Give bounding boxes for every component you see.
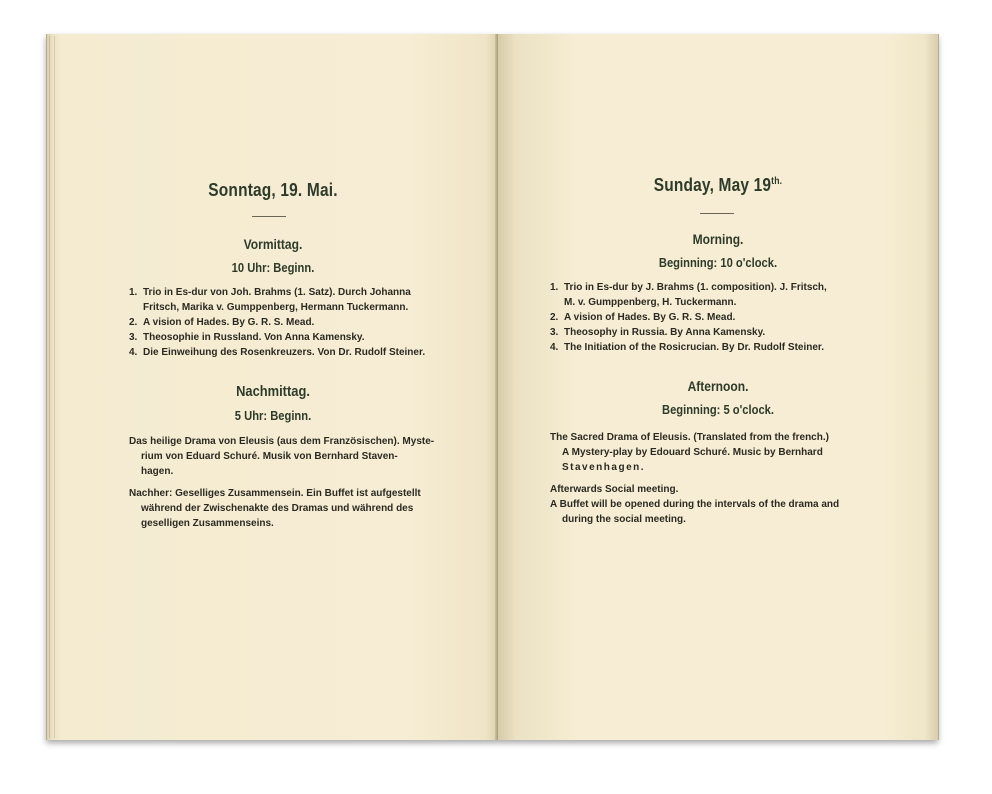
right-page bbox=[498, 34, 939, 740]
list-item: 4. The Initiation of the Rosicrucian. By Dr. Rudolf Steiner. bbox=[550, 342, 825, 353]
section-time-afternoon: 5 Uhr: Beginn. bbox=[234, 408, 312, 423]
left-page bbox=[46, 34, 499, 740]
section-heading-afternoon: Nachmittag. bbox=[236, 383, 310, 400]
divider-rule bbox=[252, 216, 286, 217]
section-time-morning: Beginning: 10 o'clock. bbox=[658, 255, 778, 270]
page-edges bbox=[49, 36, 55, 738]
program-list-morning bbox=[550, 280, 890, 355]
list-item: 1. Trio in Es-dur von Joh. Brahms (1. Satz). Durch Johanna Fritsch, Marika v. Gumppenberg, Hermann Tuckermann. bbox=[129, 287, 411, 313]
list-item: 3. Theosophie in Russland. Von Anna Kamensky. bbox=[129, 332, 365, 343]
list-item: 2. A vision of Hades. By G. R. S. Mead. bbox=[129, 317, 315, 328]
section-heading-afternoon: Afternoon. bbox=[687, 378, 749, 394]
drama-paragraph: The Sacred Drama of Eleusis. (Translated from the french.) A Mystery-play by Edouard Schuré. Music by Bernhard Stavenhagen. bbox=[550, 432, 829, 473]
drama-paragraph: Das heilige Drama von Eleusis (aus dem Französischen). Myste- rium von Eduard Schuré. Musik von Bernhard Staven- hagen. bbox=[129, 436, 435, 477]
open-booklet bbox=[46, 34, 938, 740]
list-item: 2. A vision of Hades. By G. R. S. Mead. bbox=[550, 312, 736, 323]
section-time-morning: 10 Uhr: Beginn. bbox=[231, 260, 315, 275]
page-title: Sunday, May $19^{th.}$ bbox=[653, 175, 783, 195]
list-item: 3. Theosophy in Russia. By Anna Kamensky. bbox=[550, 327, 766, 338]
divider-rule bbox=[700, 213, 734, 214]
program-list-morning bbox=[129, 285, 459, 360]
section-time-afternoon: Beginning: 5 o'clock. bbox=[662, 402, 774, 417]
list-item: 4. Die Einweihung des Rosenkreuzers. Von Dr. Rudolf Steiner. bbox=[129, 347, 426, 358]
section-heading-morning: Morning. bbox=[692, 231, 744, 247]
section-heading-morning: Vormittag. bbox=[243, 236, 303, 252]
afterwards-paragraph: Nachher: Geselliges Zusammensein. Ein Buffet ist aufgestellt während der Zwischenakte des Dramas und während des geselligen Zusammenseins. bbox=[129, 488, 421, 529]
afterwards-paragraph: Afterwards Social meeting. A Buffet will be opened during the intervals of the drama and during the social meeting. bbox=[550, 484, 840, 525]
list-item: 1. Trio in Es-dur by J. Brahms (1. composition). J. Fritsch, M. v. Gumppenberg, H. Tuckermann. bbox=[550, 282, 827, 308]
page-title: Sonntag, 19. Mai. bbox=[208, 180, 338, 200]
